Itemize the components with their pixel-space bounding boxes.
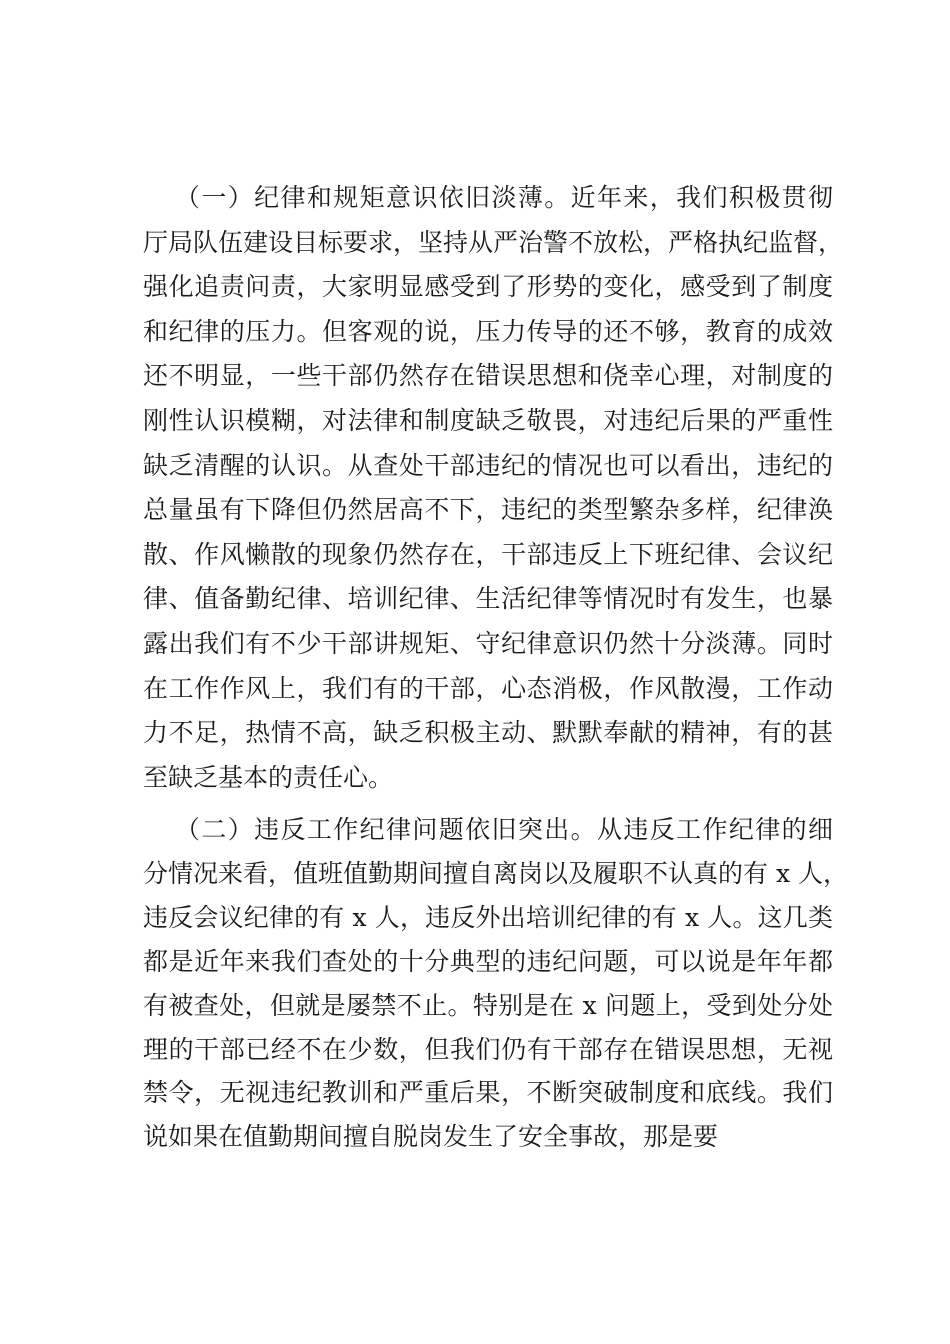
text-line: 有被查处，但就是屡禁不止。特别是在 x 问题上，受到处分处 [143, 990, 833, 1020]
text-line: 律、值备勤纪律、培训纪律、生活纪律等情况时有发生，也暴 [143, 584, 833, 614]
text-line: 强化追责问责，大家明显感受到了形势的变化，感受到了制度 [143, 272, 833, 302]
text-line: 厅局队伍建设目标要求，坚持从严治警不放松，严格执纪监督， [143, 227, 844, 257]
text-line: 分情况来看，值班值勤期间擅自离岗以及履职不认真的有 x 人， [143, 858, 848, 888]
text-line: 还不明显，一些干部仍然存在错误思想和侥幸心理，对制度的 [143, 361, 833, 391]
text-line: 力不足，热情不高，缺乏积极主动、默默奉献的精神，有的甚 [143, 718, 833, 748]
text-line: 违反会议纪律的有 x 人，违反外出培训纪律的有 x 人。这几类 [143, 902, 833, 932]
text-line: 在工作作风上，我们有的干部，心态消极，作风散漫，工作动 [143, 673, 833, 703]
text-line: 至缺乏基本的责任心。 [143, 762, 394, 792]
text-line: 禁令，无视违纪教训和严重后果，不断突破制度和底线。我们 [143, 1078, 833, 1108]
text-line: （一）纪律和规矩意识依旧淡薄。近年来，我们积极贯彻 [175, 183, 833, 212]
text-line: 说如果在值勤期间擅自脱岗发生了安全事故，那是要 [143, 1122, 719, 1152]
text-line: 总量虽有下降但仍然居高不下，违纪的类型繁杂多样，纪律涣 [143, 495, 833, 525]
text-line: 露出我们有不少干部讲规矩、守纪律意识仍然十分淡薄。同时 [143, 629, 833, 658]
text-line: 散、作风懒散的现象仍然存在，干部违反上下班纪律、会议纪 [143, 539, 833, 569]
text-line: 理的干部已经不在少数，但我们仍有干部存在错误思想，无视 [143, 1034, 833, 1064]
text-line: 缺乏清醒的认识。从查处干部违纪的情况也可以看出，违纪的 [143, 450, 833, 480]
text-line: 刚性认识模糊，对法律和制度缺乏敬畏，对违纪后果的严重性 [143, 406, 833, 435]
text-line: 都是近年来我们查处的十分典型的违纪问题，可以说是年年都 [143, 946, 833, 976]
text-line: （二）违反工作纪律问题依旧突出。从违反工作纪律的细 [175, 815, 833, 844]
text-line: 和纪律的压力。但客观的说，压力传导的还不够，教育的成效 [143, 316, 833, 346]
